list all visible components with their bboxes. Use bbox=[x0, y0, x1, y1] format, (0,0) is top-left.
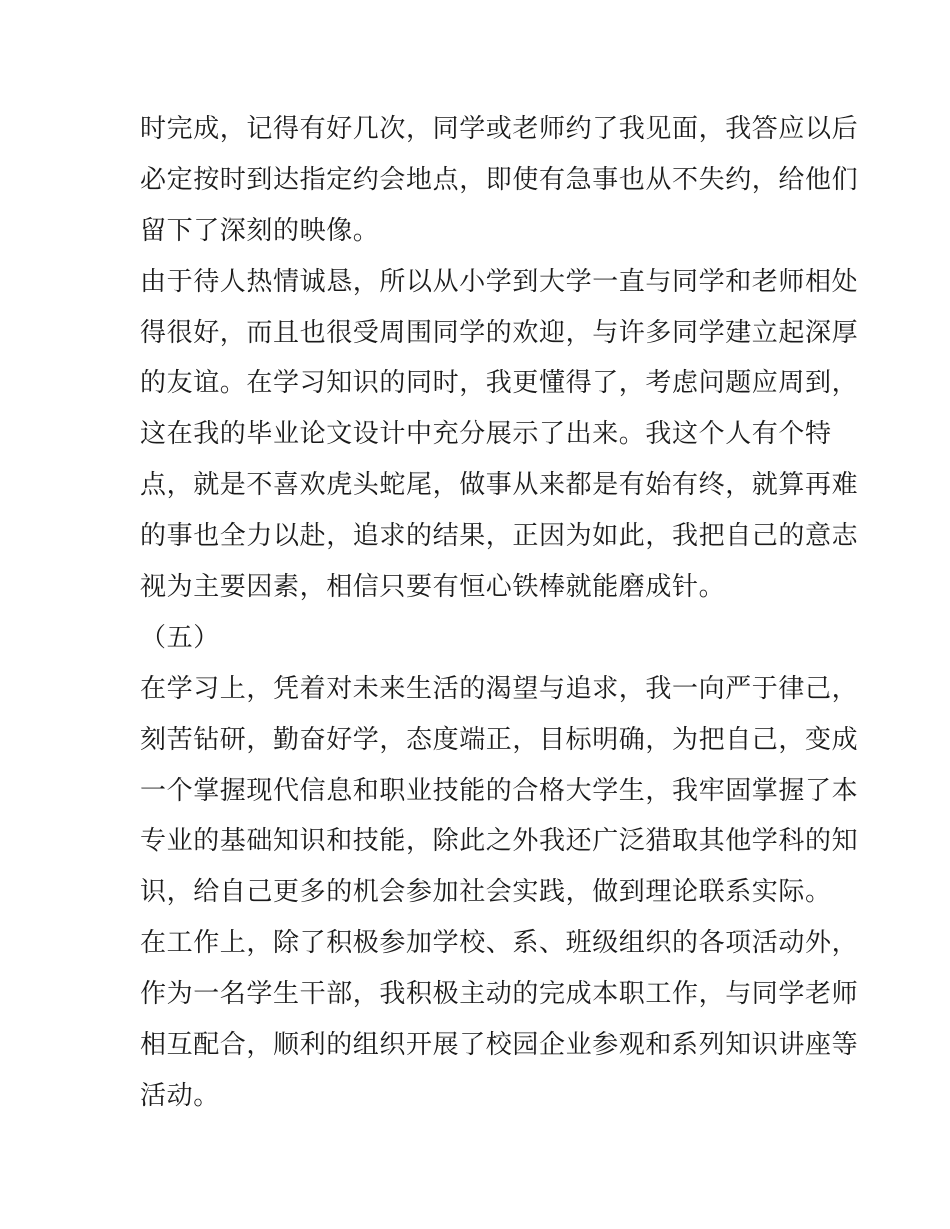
text-line: 的事也全力以赴，追求的结果，正因为如此，我把自己的意志 bbox=[140, 521, 859, 552]
text-line: 点，就是不喜欢虎头蛇尾，做事从来都是有始有终，就算再难 bbox=[140, 470, 859, 501]
text-line: 在工作上，除了积极参加学校、系、班级组织的各项活动外， bbox=[140, 928, 859, 959]
text-line: 视为主要因素，相信只要有恒心铁棒就能磨成针。 bbox=[140, 572, 726, 603]
text-line: 专业的基础知识和技能，除此之外我还广泛猎取其他学科的知 bbox=[140, 826, 859, 857]
text-line: 在学习上，凭着对未来生活的渴望与追求，我一向严于律己， bbox=[140, 673, 859, 704]
text-line: 这在我的毕业论文设计中充分展示了出来。我这个人有个特 bbox=[140, 419, 832, 450]
text-line: 活动。 bbox=[140, 1080, 220, 1111]
text-line: 得很好，而且也很受周围同学的欢迎，与许多同学建立起深厚 bbox=[140, 317, 859, 348]
text-line: 的友谊。在学习知识的同时，我更懂得了，考虑问题应周到， bbox=[140, 368, 859, 399]
text-line: 必定按时到达指定约会地点，即使有急事也从不失约，给他们 bbox=[140, 164, 859, 195]
text-line: 识，给自己更多的机会参加社会实践，做到理论联系实际。 bbox=[140, 877, 832, 908]
text-line: 作为一名学生干部，我积极主动的完成本职工作，与同学老师 bbox=[140, 979, 859, 1010]
text-line: 刻苦钻研，勤奋好学，态度端正，目标明确，为把自己，变成 bbox=[140, 724, 859, 755]
text-line: 一个掌握现代信息和职业技能的合格大学生，我牢固掌握了本 bbox=[140, 775, 859, 806]
text-line: 留下了深刻的映像。 bbox=[140, 215, 380, 246]
text-line: 由于待人热情诚恳，所以从小学到大学一直与同学和老师相处 bbox=[140, 266, 859, 297]
section-heading: （五） bbox=[140, 622, 220, 653]
text-line: 时完成，记得有好几次，同学或老师约了我见面，我答应以后 bbox=[140, 114, 859, 144]
text-line: 相互配合，顺利的组织开展了校园企业参观和系列知识讲座等 bbox=[140, 1030, 859, 1061]
document-body bbox=[140, 104, 859, 1122]
